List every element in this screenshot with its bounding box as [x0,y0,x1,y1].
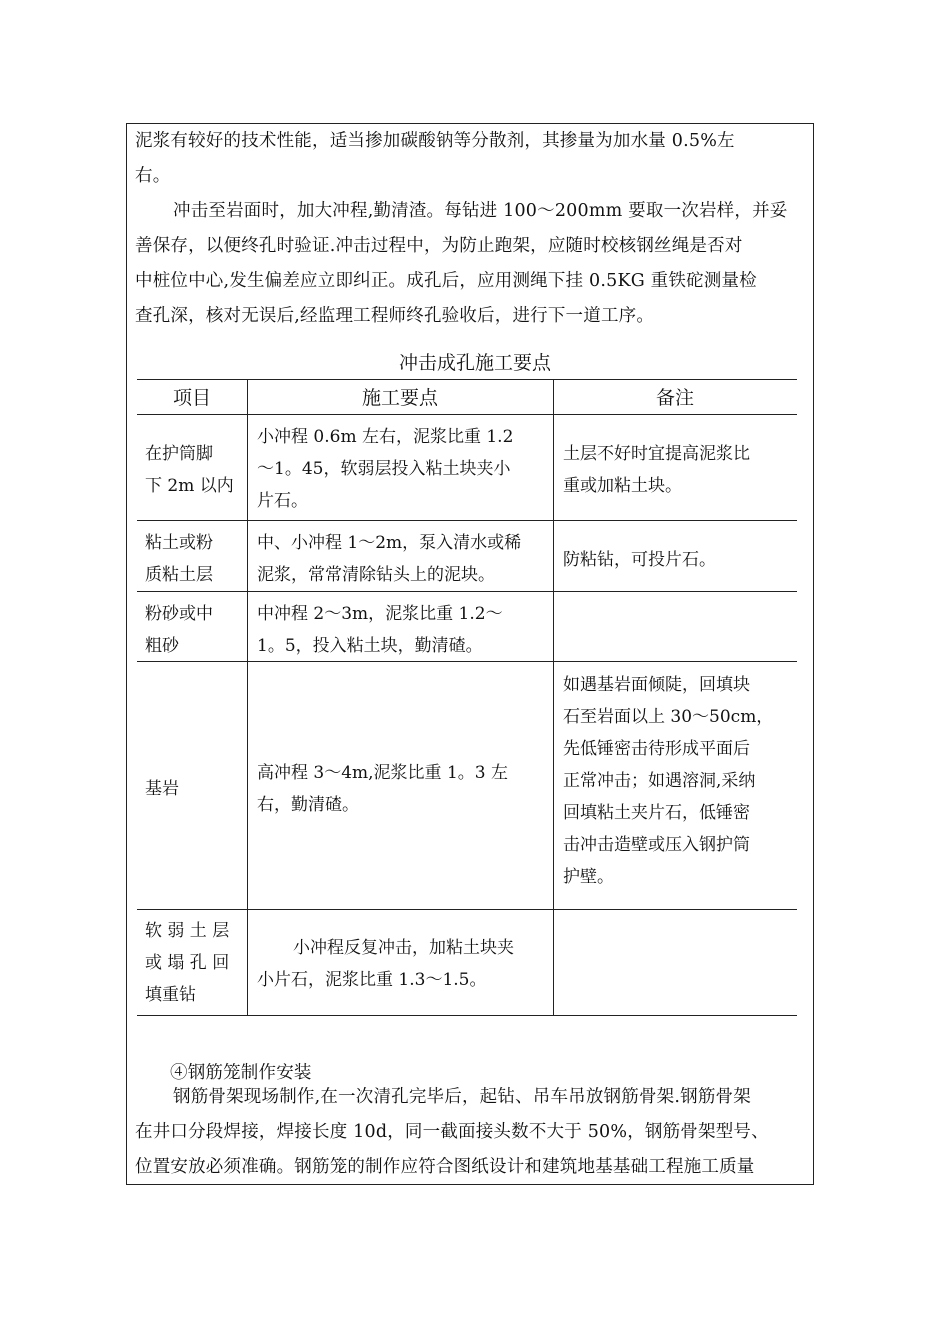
row2-points [257,527,521,591]
row3-points [257,598,503,662]
drilling-line: 冲击至岩面时，加大冲程,勤清渣。每钻进 100～200mm 要取一次岩样，并妥 [173,201,788,221]
header-note: 备注 [655,387,694,409]
table-rule [137,414,797,415]
cell-text: 在护筒脚 [145,444,213,464]
drilling-paragraph [135,194,810,334]
cell-text: 石至岩面以上 30～50cm， [563,707,774,727]
table-column-divider [247,379,248,1015]
section4-paragraph [135,1080,810,1185]
row2-note [563,544,716,576]
section4-line: 在井口分段焊接，焊接长度 10d，同一截面接头数不大于 50%，钢筋骨架型号、 [135,1122,769,1142]
row2-item [145,527,213,591]
section-heading: ④钢筋笼制作安装 [170,1063,312,1083]
cell-text: 1。5，投入粘土块，勤清碴。 [257,636,483,656]
cell-text: 软 弱 土 层 [145,921,230,941]
table-rule [137,1015,797,1016]
table-column-divider [553,379,554,1015]
cell-text: 重或加粘土块。 [563,476,682,496]
header-points: 施工要点 [361,387,438,409]
header-item: 项目 [172,387,211,409]
cell-text: 泥浆，常常清除钻头上的泥块。 [257,565,495,585]
cell-text: 回填粘土夹片石，低锤密 [563,803,750,823]
cell-text: 粘土或粉 [145,533,213,553]
row1-note [563,438,750,502]
row5-item [145,915,240,1011]
cell-text: 粗砂 [145,636,179,656]
table-rule [137,520,797,521]
cell-text: 或 塌 孔 回 [145,953,230,973]
cell-text: 小冲程 0.6m 左右，泥浆比重 1.2 [257,427,514,447]
section4-line: 位置安放必须准确。钢筋笼的制作应符合图纸设计和建筑地基基础工程施工质量 [135,1157,755,1177]
cell-text: 先低锤密击待形成平面后 [563,739,750,759]
row1-item [145,438,234,502]
intro-paragraph [135,124,810,194]
cell-text: 右，勤清碴。 [257,795,359,815]
drilling-line: 查孔深，核对无误后,经监理工程师终孔验收后，进行下一道工序。 [135,306,655,326]
cell-text: 基岩 [145,779,179,799]
cell-text: 中、小冲程 1～2m，泵入清水或稀 [257,533,522,553]
cell-text: 中冲程 2～3m，泥浆比重 1.2～ [257,604,503,624]
table-rule [137,591,797,592]
table-rule [137,909,797,910]
cell-text: 土层不好时宜提高泥浆比 [563,444,750,464]
table-title: 冲击成孔施工要点 [398,352,551,374]
cell-text: 击冲击造壁或压入钢护筒 [563,835,750,855]
cell-text: 小冲程反复冲击，加粘土块夹 [293,938,514,958]
cell-text: 填重钻 [145,985,196,1005]
intro-line: 泥浆有较好的技术性能，适当掺加碳酸钠等分散剂，其掺量为加水量 0.5%左 [135,131,735,151]
cell-text: 高冲程 3～4m,泥浆比重 1。3 左 [257,763,508,783]
row5-points [257,932,514,996]
row4-item [145,773,179,805]
cell-text: 正常冲击；如遇溶洞,采纳 [563,771,756,791]
cell-text: 护壁。 [563,867,614,887]
cell-text: 质粘土层 [145,565,213,585]
drilling-line: 中桩位中心,发生偏差应立即纠正。成孔后，应用测绳下挂 0.5KG 重铁砣测量检 [135,271,757,291]
row1-points [257,421,513,517]
cell-text: 如遇基岩面倾陡，回填块 [563,675,750,695]
cell-text: 防粘钻，可投片石。 [563,550,716,570]
row4-note [563,669,773,893]
row3-item [145,598,213,662]
cell-text: 粉砂或中 [145,604,213,624]
section4-line: 钢筋骨架现场制作,在一次清孔完毕后，起钻、吊车吊放钢筋骨架.钢筋骨架 [173,1087,751,1107]
table-rule [137,379,797,380]
row4-points [257,757,508,821]
intro-line: 右。 [135,166,171,186]
cell-text: 小片石，泥浆比重 1.3～1.5。 [257,970,487,990]
cell-text: 下 2m 以内 [145,476,234,496]
cell-text: 片石。 [257,491,308,511]
drilling-line: 善保存，以便终孔时验证.冲击过程中，为防止跑架，应随时校核钢丝绳是否对 [135,236,743,256]
cell-text: ～1。45，软弱层投入粘土块夹小 [257,459,511,479]
